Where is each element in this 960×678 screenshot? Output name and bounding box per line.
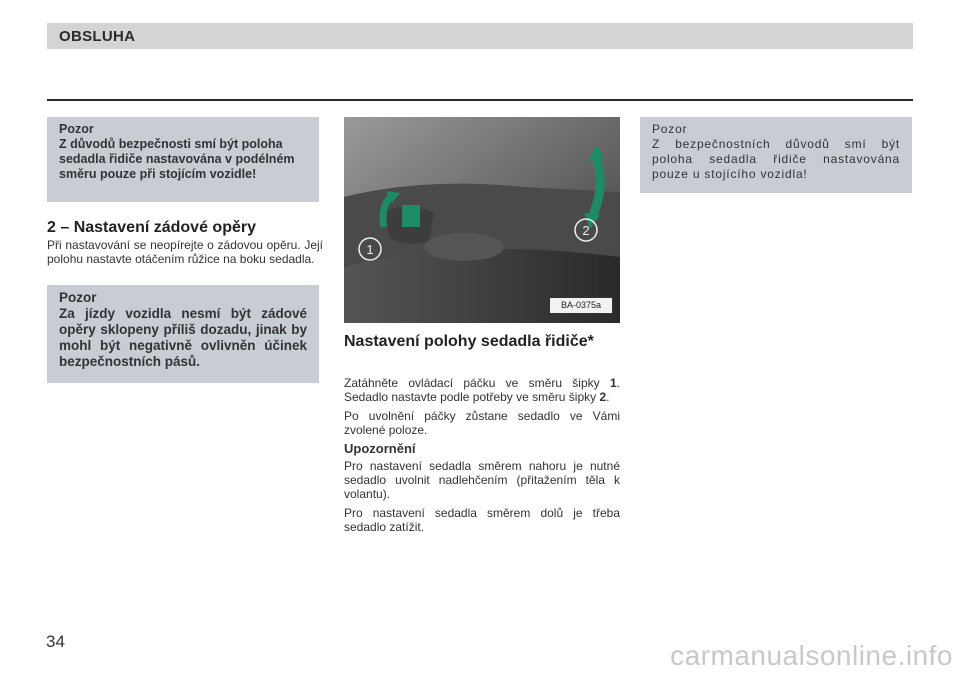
note-up-paragraph: Pro nastavení sedadla směrem nahoru je nutné sedadlo uvolnit nadlehčením (přitažením těla k volantu). [344,459,620,501]
figure-code: BA-0375a [549,297,613,314]
seat-lever-photo [344,117,620,323]
seat-illustration [344,117,620,323]
release-paragraph: Po uvolnění páčky zůstane sedadlo ve Vámi zvolené poloze. [344,409,620,437]
instruction-text: Zatáhněte ovládací páčku ve směru šipky [344,376,610,390]
instruction-text: . Sedadlo nastavte podle potřeby ve směru šipky [344,376,620,404]
warning-text: Z důvodů bezpečnosti smí být poloha sedadla řidiče nastavována v podélném směru pouze při stojícím vozidle! [59,137,295,181]
horizontal-rule [47,99,913,101]
warning-box-stationary [640,117,912,193]
warning-box-backrest [47,285,319,383]
page-number: 34 [46,632,65,651]
warning-box-forward-adjust [47,117,319,202]
backrest-text: Při nastavování se neopírejte o zádovou opěru. Její polohu nastavte otáčením růžice na boku sedadla. [47,238,323,266]
warning-heading: Pozor [59,122,94,136]
instruction-paragraph [344,376,620,404]
watermark: carmanualsonline.info [670,640,953,671]
backrest-heading: 2 – Nastavení zádové opěry [47,219,256,236]
instruction-text: . [606,390,610,404]
section-header-bar [47,23,913,49]
section-title: OBSLUHA [59,28,136,45]
seat-position-heading: Nastavení polohy sedadla řidiče* [344,333,594,350]
marker-2: 2 [582,223,590,238]
arrow-ref-2: 2 [599,390,607,404]
warning-heading: Pozor [652,122,688,136]
arrow-ref-1: 1 [609,376,617,390]
note-heading: Upozornění [344,441,416,456]
seat-position-text [344,376,620,539]
warning-text: Z bezpečnostních důvodů smí být poloha sedadla řidiče nastavována pouze u stojícího vozidla! [652,137,900,181]
warning-text: Za jízdy vozidla nesmí být zádové opěry sklopeny příliš dozadu, jinak by mohl být negativně ovlivněn účinek bezpečnostních pásů. [59,306,307,369]
marker-1: 1 [366,242,374,257]
warning-heading: Pozor [59,290,97,305]
note-down-paragraph: Pro nastavení sedadla směrem dolů je třeba sedadlo zatížit. [344,506,620,534]
